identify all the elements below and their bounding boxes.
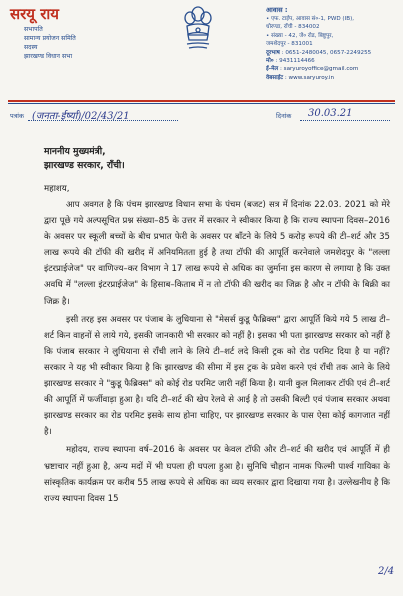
recipient-block xyxy=(44,145,125,173)
letterhead-right xyxy=(266,6,400,82)
reference-number: (जनता-ईर्ष्या)/02/43/21 xyxy=(32,111,130,122)
contact-label: मो० xyxy=(266,58,274,65)
sender-title-1: सभापति xyxy=(24,26,43,33)
contact-value: : saryuroyoffice@gmail.com xyxy=(280,66,359,73)
contact-website xyxy=(266,74,400,82)
letterhead-left xyxy=(10,6,130,61)
recipient-line: माननीय मुख्यमंत्री, xyxy=(44,146,106,157)
sender-title-2: सामान्य प्रयोजन समिति xyxy=(24,35,76,42)
contact-mobile xyxy=(266,57,400,65)
letterhead-divider xyxy=(8,100,395,102)
body-paragraph: इसी तरह इस अवसर पर पंजाब के लुधियाना से "मेसर्स कुडू फैब्रिक्स" द्वारा आपूर्ति किये गये 5 लाख टी–शर्ट किन वाहनों से लाये गये, इसकी जानकारी भी सरकार को नहीं है। इसका भी पता झारखण्ड सरकार को नहीं है कि पंजाब सरकार ने लुधियाना से राँची लाने के लिये टी–शर्ट लदे किसी ट्रक को रोड परमिट दिया है या नहीं? सरकार ने यह भी स्वीकार किया है कि झारखण्ड की सीमा में इस ट्रक के प्रवेश करने एवं राँची तक आने के लिये झारखण्ड सरकार ने "कुडू फैब्रिक्स" को कोई रोड परमिट जारी नहीं किया है। यानी कुल मिलाकर टॉफी एवं टी–शर्ट की आपूर्ति में फर्जीवाड़ा हुआ है। यदि टी–शर्ट की खेप रेलवे से आई है तो उसकी बिल्टी एवं पंजाब सरकार अथवा झारखण्ड सरकार का रोड परमिट इसके साथ होना चाहिए, पर झारखण्ड सरकार के पास ऐसा कोई कागजात नहीं है। xyxy=(44,314,390,438)
sender-title-3: सदस्य xyxy=(24,44,38,51)
page-number-mark: 2/4 xyxy=(378,566,395,577)
date-dotted-line xyxy=(300,120,390,121)
salutation: महाशय, xyxy=(44,184,70,194)
contact-email xyxy=(266,65,400,73)
address-line: धोरण्डा, राँची - 834002 xyxy=(266,24,320,31)
address-line: जमशेदपुर - 831001 xyxy=(266,41,313,48)
date-label: दिनांक xyxy=(276,112,292,120)
recipient-line: झारखण्ड सरकार, राँची। xyxy=(44,160,125,171)
contact-label: वेबसाईट xyxy=(266,74,284,81)
sender-name: सरयू राय xyxy=(10,5,59,23)
address-line: • एफ. टाईप, आवास सं०-1, PWD (IB), xyxy=(266,16,355,22)
reference-label: पत्रांक xyxy=(10,112,24,120)
letterhead-divider xyxy=(8,103,395,104)
national-emblem-icon xyxy=(181,4,215,52)
contact-phone xyxy=(266,49,400,57)
body-paragraph: महोदय, राज्य स्थापना वर्ष–2016 के अवसर पर केवल टॉफी और टी–शर्ट की खरीद एवं आपूर्ति में ही भ्रष्टाचार नहीं हुआ है, अन्य मदों में भी घपला ही घपला हुआ है। सुनिधि चौहान नामक फिल्मी पार्श्व गायिका के सांस्कृतिक कार्यक्रम पर करीब 55 लाख रूपये से अधिक का व्यय सरकार द्वारा दिखाया गया है। उल्लेखनीय है कि राज्य स्थापना दिवस 15 xyxy=(44,445,390,504)
contact-value: : www.saryuroy.in xyxy=(284,74,335,81)
contact-value: : 9431114466 xyxy=(275,58,315,65)
reference-row xyxy=(8,108,395,124)
contact-label: ई-मेल xyxy=(266,66,279,73)
body-paragraph: आप अवगत है कि पंचम झारखण्ड विधान सभा के पंचम (बजट) सत्र में दिनांक 22.03. 2021 को मेरे द्वारा पूछे गये अल्पसूचित प्रश्न संख्या–85 के उत्तर में सरकार ने स्वीकार किया है कि राज्य स्थापना दिवस–2016 के अवसर पर स्कूली बच्चों के बीच प्रभात फेरी के अवसर पर बाँटने के लिये 5 करोड़ रूपये की टी–शर्ट और 35 लाख रूपये की टॉफी की खरीद में अनियमितता हुई है तथा टॉफी की आपूर्ति करनेवाले जमशेदपुर के "लल्ला इंटरप्राईजेज" पर वाणिज्य–कर विभाग ने 17 लाख रूपये से अधिक का जुर्माना इस कारण से लगाया है कि उक्त अवधि में "लल्ला इंटरप्राईजेज" के हिसाब–किताब में न तो टॉफी की खरीद का जिक्र है और न टॉफी के बिक्री का जिक्र है। xyxy=(44,200,390,307)
contact-value: : 0651-2480045, 0657-2249255 xyxy=(281,49,372,56)
address-title: आवास : xyxy=(266,6,288,14)
sender-title-4: झारखण्ड विधान सभा xyxy=(24,53,73,60)
letter-date: 30.03.21 xyxy=(308,108,353,119)
letter-body xyxy=(44,197,390,509)
address-line: • संख्या - 42, जे० रोड, बिष्टुपुर, xyxy=(266,32,334,39)
contact-label: दूरभाष xyxy=(266,49,280,56)
